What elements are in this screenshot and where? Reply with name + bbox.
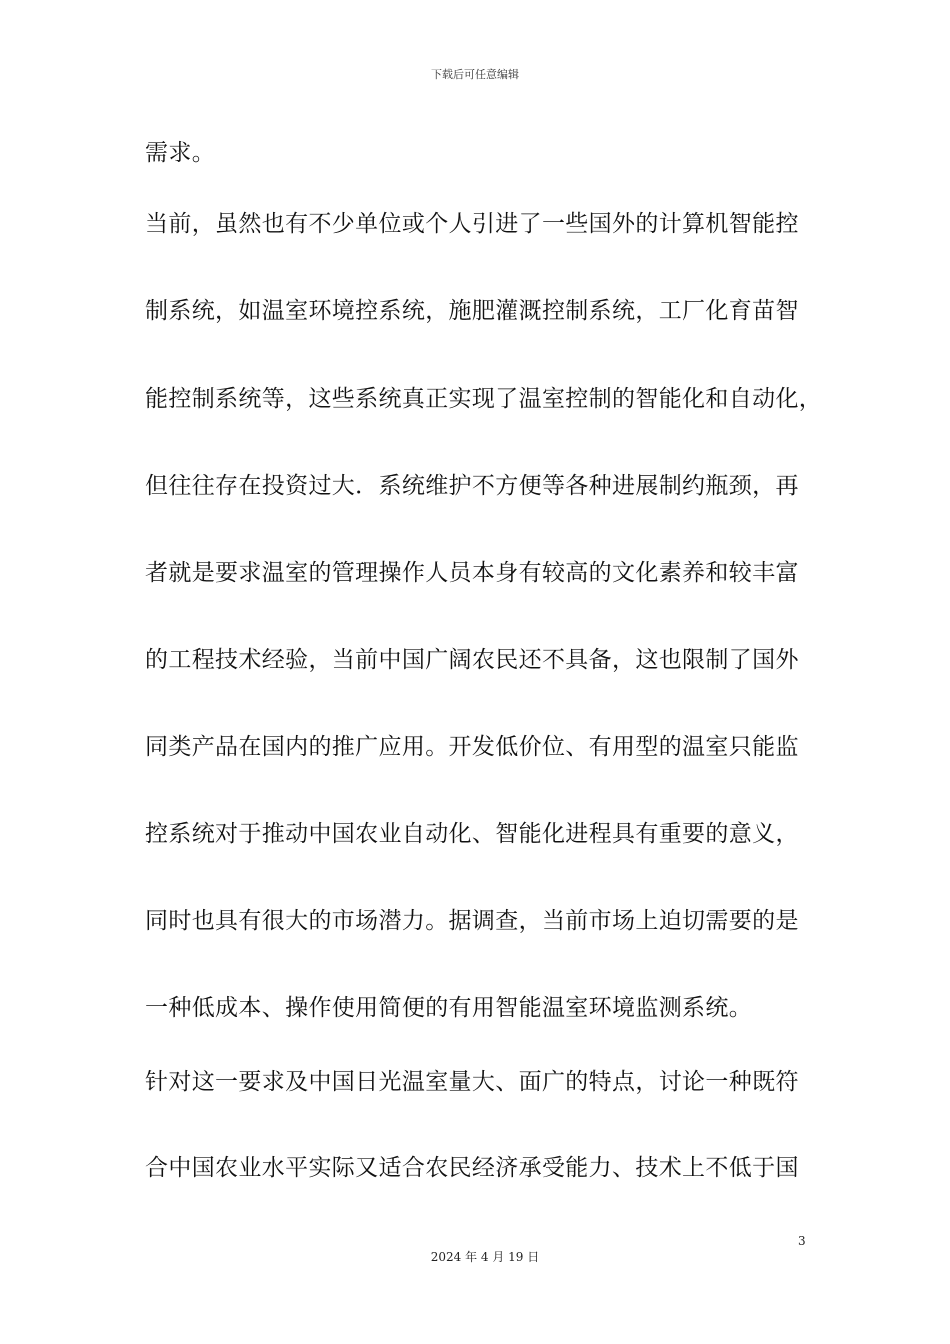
body-line: 能控制系统等，这些系统真正实现了温室控制的智能化和自动化，	[145, 386, 823, 412]
body-line: 的工程技术经验，当前中国广阔农民还不具备，这也限制了国外	[145, 647, 799, 673]
body-line: 当前，虽然也有不少单位或个人引进了一些国外的计算机智能控	[145, 211, 799, 237]
body-line: 者就是要求温室的管理操作人员本身有较高的文化素养和较丰富	[145, 560, 799, 586]
body-line: 制系统，如温室环境控系统，施肥灌溉控制系统，工厂化育苗智	[145, 298, 799, 324]
body-line: 同时也具有很大的市场潜力。据调查，当前市场上迫切需要的是	[145, 908, 799, 934]
body-line: 但往往存在投资过大．系统维护不方便等各种进展制约瓶颈，再	[145, 473, 799, 499]
page-header: 下载后可任意编辑	[431, 68, 519, 81]
body-line: 一种低成本、操作使用简便的有用智能温室环境监测系统。	[145, 995, 753, 1021]
body-line: 合中国农业水平实际又适合农民经济承受能力、技术上不低于国	[145, 1155, 799, 1181]
page-number: 3	[798, 1234, 806, 1248]
body-line: 同类产品在国内的推广应用。开发低价位、有用型的温室只能监	[145, 734, 799, 760]
footer-date: 2024 年 4 月 19 日	[430, 1250, 540, 1264]
body-line: 针对这一要求及中国日光温室量大、面广的特点，讨论一种既符	[145, 1069, 799, 1095]
body-line: 控系统对于推动中国农业自动化、智能化进程具有重要的意义，	[145, 821, 799, 847]
body-line: 需求。	[145, 140, 216, 166]
